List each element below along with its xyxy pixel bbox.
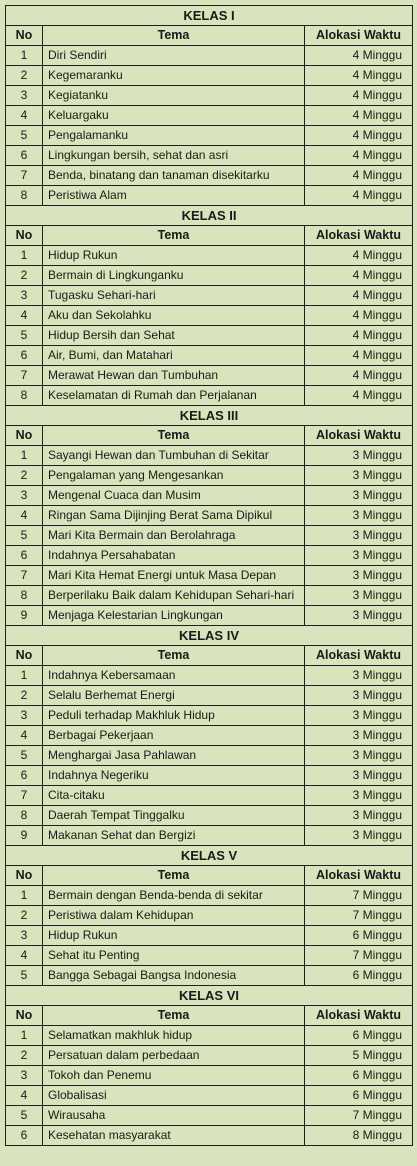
row-time-allocation: 3 Minggu	[305, 506, 413, 526]
row-theme: Mari Kita Hemat Energi untuk Masa Depan	[43, 566, 305, 586]
row-number: 4	[6, 306, 43, 326]
row-number: 2	[6, 266, 43, 286]
table-row	[6, 826, 413, 846]
row-theme: Selamatkan makhluk hidup	[43, 1026, 305, 1046]
row-number: 2	[6, 466, 43, 486]
row-number: 7	[6, 166, 43, 186]
column-header-row	[6, 1006, 413, 1026]
column-header-no: No	[6, 26, 43, 46]
row-time-allocation: 6 Minggu	[305, 1066, 413, 1086]
row-number: 6	[6, 346, 43, 366]
row-theme: Merawat Hewan dan Tumbuhan	[43, 366, 305, 386]
row-time-allocation: 3 Minggu	[305, 486, 413, 506]
row-time-allocation: 4 Minggu	[305, 366, 413, 386]
column-header-alokasi: Alokasi Waktu	[305, 426, 413, 446]
row-time-allocation: 4 Minggu	[305, 246, 413, 266]
row-time-allocation: 3 Minggu	[305, 746, 413, 766]
row-time-allocation: 3 Minggu	[305, 466, 413, 486]
row-theme: Wirausaha	[43, 1106, 305, 1126]
row-theme: Tugasku Sehari-hari	[43, 286, 305, 306]
table-row	[6, 906, 413, 926]
class-title: KELAS II	[6, 206, 413, 226]
class-title-row	[6, 846, 413, 866]
row-theme: Bermain dengan Benda-benda di sekitar	[43, 886, 305, 906]
row-number: 3	[6, 926, 43, 946]
row-theme: Pengalaman yang Mengesankan	[43, 466, 305, 486]
row-theme: Air, Bumi, dan Matahari	[43, 346, 305, 366]
table-row	[6, 446, 413, 466]
table-row	[6, 666, 413, 686]
table-row	[6, 506, 413, 526]
row-theme: Indahnya Persahabatan	[43, 546, 305, 566]
row-number: 6	[6, 546, 43, 566]
table-row	[6, 946, 413, 966]
column-header-tema: Tema	[43, 1006, 305, 1026]
row-number: 1	[6, 246, 43, 266]
row-time-allocation: 4 Minggu	[305, 286, 413, 306]
table-row	[6, 266, 413, 286]
table-row	[6, 1126, 413, 1146]
row-number: 2	[6, 66, 43, 86]
row-time-allocation: 4 Minggu	[305, 346, 413, 366]
column-header-alokasi: Alokasi Waktu	[305, 1006, 413, 1026]
row-number: 9	[6, 826, 43, 846]
row-theme: Hidup Rukun	[43, 246, 305, 266]
row-number: 6	[6, 146, 43, 166]
row-time-allocation: 4 Minggu	[305, 46, 413, 66]
row-theme: Selalu Berhemat Energi	[43, 686, 305, 706]
table-row	[6, 346, 413, 366]
row-number: 8	[6, 806, 43, 826]
column-header-no: No	[6, 866, 43, 886]
row-theme: Indahnya Negeriku	[43, 766, 305, 786]
row-theme: Ringan Sama Dijinjing Berat Sama Dipikul	[43, 506, 305, 526]
table-row	[6, 1086, 413, 1106]
table-row	[6, 686, 413, 706]
row-number: 1	[6, 446, 43, 466]
row-number: 3	[6, 286, 43, 306]
row-number: 2	[6, 1046, 43, 1066]
row-number: 6	[6, 1126, 43, 1146]
row-theme: Kegiatanku	[43, 86, 305, 106]
row-theme: Kesehatan masyarakat	[43, 1126, 305, 1146]
column-header-row	[6, 866, 413, 886]
row-time-allocation: 4 Minggu	[305, 66, 413, 86]
row-theme: Bangga Sebagai Bangsa Indonesia	[43, 966, 305, 986]
row-theme: Kegemaranku	[43, 66, 305, 86]
row-time-allocation: 7 Minggu	[305, 906, 413, 926]
row-theme: Keluargaku	[43, 106, 305, 126]
row-time-allocation: 8 Minggu	[305, 1126, 413, 1146]
row-number: 4	[6, 506, 43, 526]
row-time-allocation: 3 Minggu	[305, 566, 413, 586]
row-time-allocation: 4 Minggu	[305, 146, 413, 166]
row-number: 8	[6, 386, 43, 406]
row-theme: Daerah Tempat Tinggalku	[43, 806, 305, 826]
row-number: 4	[6, 946, 43, 966]
row-time-allocation: 3 Minggu	[305, 666, 413, 686]
row-theme: Aku dan Sekolahku	[43, 306, 305, 326]
row-theme: Diri Sendiri	[43, 46, 305, 66]
row-theme: Pengalamanku	[43, 126, 305, 146]
row-number: 8	[6, 186, 43, 206]
row-number: 5	[6, 526, 43, 546]
table-row	[6, 286, 413, 306]
row-time-allocation: 6 Minggu	[305, 966, 413, 986]
row-number: 5	[6, 1106, 43, 1126]
row-theme: Indahnya Kebersamaan	[43, 666, 305, 686]
row-time-allocation: 4 Minggu	[305, 186, 413, 206]
table-row	[6, 726, 413, 746]
row-time-allocation: 7 Minggu	[305, 886, 413, 906]
class-title-row	[6, 626, 413, 646]
row-theme: Lingkungan bersih, sehat dan asri	[43, 146, 305, 166]
row-number: 3	[6, 86, 43, 106]
row-theme: Bermain di Lingkunganku	[43, 266, 305, 286]
row-time-allocation: 3 Minggu	[305, 546, 413, 566]
table-row	[6, 306, 413, 326]
table-row	[6, 966, 413, 986]
column-header-no: No	[6, 1006, 43, 1026]
row-theme: Tokoh dan Penemu	[43, 1066, 305, 1086]
column-header-row	[6, 646, 413, 666]
row-theme: Mari Kita Bermain dan Berolahraga	[43, 526, 305, 546]
column-header-alokasi: Alokasi Waktu	[305, 646, 413, 666]
row-number: 4	[6, 1086, 43, 1106]
column-header-no: No	[6, 646, 43, 666]
row-theme: Globalisasi	[43, 1086, 305, 1106]
row-time-allocation: 3 Minggu	[305, 446, 413, 466]
column-header-alokasi: Alokasi Waktu	[305, 26, 413, 46]
table-row	[6, 586, 413, 606]
table-row	[6, 566, 413, 586]
row-number: 3	[6, 486, 43, 506]
row-number: 4	[6, 106, 43, 126]
row-number: 1	[6, 666, 43, 686]
row-time-allocation: 3 Minggu	[305, 706, 413, 726]
row-time-allocation: 3 Minggu	[305, 806, 413, 826]
row-time-allocation: 7 Minggu	[305, 1106, 413, 1126]
row-time-allocation: 4 Minggu	[305, 126, 413, 146]
row-number: 2	[6, 906, 43, 926]
row-time-allocation: 7 Minggu	[305, 946, 413, 966]
column-header-tema: Tema	[43, 646, 305, 666]
class-title: KELAS I	[6, 6, 413, 26]
table-row	[6, 126, 413, 146]
table-row	[6, 606, 413, 626]
table-row	[6, 186, 413, 206]
column-header-alokasi: Alokasi Waktu	[305, 226, 413, 246]
column-header-tema: Tema	[43, 866, 305, 886]
row-theme: Berbagai Pekerjaan	[43, 726, 305, 746]
row-theme: Peduli terhadap Makhluk Hidup	[43, 706, 305, 726]
row-time-allocation: 3 Minggu	[305, 686, 413, 706]
row-number: 5	[6, 326, 43, 346]
class-title: KELAS IV	[6, 626, 413, 646]
row-number: 2	[6, 686, 43, 706]
row-time-allocation: 3 Minggu	[305, 586, 413, 606]
row-time-allocation: 3 Minggu	[305, 826, 413, 846]
class-title-row	[6, 986, 413, 1006]
row-number: 3	[6, 706, 43, 726]
row-time-allocation: 4 Minggu	[305, 106, 413, 126]
row-time-allocation: 4 Minggu	[305, 306, 413, 326]
curriculum-table	[5, 5, 413, 1146]
row-time-allocation: 4 Minggu	[305, 386, 413, 406]
table-row	[6, 546, 413, 566]
table-row	[6, 46, 413, 66]
row-number: 1	[6, 46, 43, 66]
class-title: KELAS VI	[6, 986, 413, 1006]
table-row	[6, 926, 413, 946]
row-time-allocation: 3 Minggu	[305, 726, 413, 746]
table-row	[6, 1026, 413, 1046]
table-row	[6, 86, 413, 106]
row-number: 7	[6, 786, 43, 806]
row-theme: Mengenal Cuaca dan Musim	[43, 486, 305, 506]
row-theme: Keselamatan di Rumah dan Perjalanan	[43, 386, 305, 406]
row-time-allocation: 6 Minggu	[305, 1086, 413, 1106]
row-time-allocation: 3 Minggu	[305, 526, 413, 546]
row-theme: Benda, binatang dan tanaman disekitarku	[43, 166, 305, 186]
row-theme: Peristiwa Alam	[43, 186, 305, 206]
column-header-tema: Tema	[43, 26, 305, 46]
row-theme: Berperilaku Baik dalam Kehidupan Sehari-hari	[43, 586, 305, 606]
table-row	[6, 166, 413, 186]
table-row	[6, 1066, 413, 1086]
row-time-allocation: 4 Minggu	[305, 166, 413, 186]
row-theme: Sehat itu Penting	[43, 946, 305, 966]
column-header-alokasi: Alokasi Waktu	[305, 866, 413, 886]
table-row	[6, 806, 413, 826]
row-theme: Menjaga Kelestarian Lingkungan	[43, 606, 305, 626]
table-row	[6, 526, 413, 546]
row-theme: Menghargai Jasa Pahlawan	[43, 746, 305, 766]
row-theme: Persatuan dalam perbedaan	[43, 1046, 305, 1066]
row-time-allocation: 3 Minggu	[305, 766, 413, 786]
row-number: 6	[6, 766, 43, 786]
column-header-row	[6, 226, 413, 246]
table-row	[6, 146, 413, 166]
row-number: 5	[6, 746, 43, 766]
class-title: KELAS V	[6, 846, 413, 866]
curriculum-table-body	[6, 6, 413, 1146]
row-number: 1	[6, 886, 43, 906]
row-time-allocation: 3 Minggu	[305, 606, 413, 626]
table-row	[6, 486, 413, 506]
table-row	[6, 326, 413, 346]
column-header-row	[6, 26, 413, 46]
class-title-row	[6, 206, 413, 226]
row-theme: Sayangi Hewan dan Tumbuhan di Sekitar	[43, 446, 305, 466]
row-number: 5	[6, 126, 43, 146]
table-row	[6, 386, 413, 406]
class-title-row	[6, 406, 413, 426]
table-row	[6, 246, 413, 266]
row-number: 3	[6, 1066, 43, 1086]
row-theme: Makanan Sehat dan Bergizi	[43, 826, 305, 846]
table-row	[6, 1106, 413, 1126]
row-time-allocation: 4 Minggu	[305, 266, 413, 286]
row-theme: Cita-citaku	[43, 786, 305, 806]
table-row	[6, 746, 413, 766]
table-row	[6, 106, 413, 126]
table-row	[6, 66, 413, 86]
row-number: 8	[6, 586, 43, 606]
table-row	[6, 1046, 413, 1066]
row-number: 5	[6, 966, 43, 986]
row-theme: Hidup Rukun	[43, 926, 305, 946]
column-header-row	[6, 426, 413, 446]
row-time-allocation: 6 Minggu	[305, 1026, 413, 1046]
row-time-allocation: 3 Minggu	[305, 786, 413, 806]
class-title: KELAS III	[6, 406, 413, 426]
row-number: 4	[6, 726, 43, 746]
row-number: 1	[6, 1026, 43, 1046]
table-row	[6, 466, 413, 486]
column-header-tema: Tema	[43, 426, 305, 446]
row-time-allocation: 6 Minggu	[305, 926, 413, 946]
table-row	[6, 706, 413, 726]
row-time-allocation: 4 Minggu	[305, 326, 413, 346]
row-theme: Hidup Bersih dan Sehat	[43, 326, 305, 346]
column-header-tema: Tema	[43, 226, 305, 246]
class-title-row	[6, 6, 413, 26]
table-row	[6, 786, 413, 806]
row-number: 7	[6, 566, 43, 586]
row-theme: Peristiwa dalam Kehidupan	[43, 906, 305, 926]
row-time-allocation: 5 Minggu	[305, 1046, 413, 1066]
column-header-no: No	[6, 426, 43, 446]
row-number: 7	[6, 366, 43, 386]
table-row	[6, 366, 413, 386]
table-row	[6, 886, 413, 906]
column-header-no: No	[6, 226, 43, 246]
row-number: 9	[6, 606, 43, 626]
table-row	[6, 766, 413, 786]
row-time-allocation: 4 Minggu	[305, 86, 413, 106]
